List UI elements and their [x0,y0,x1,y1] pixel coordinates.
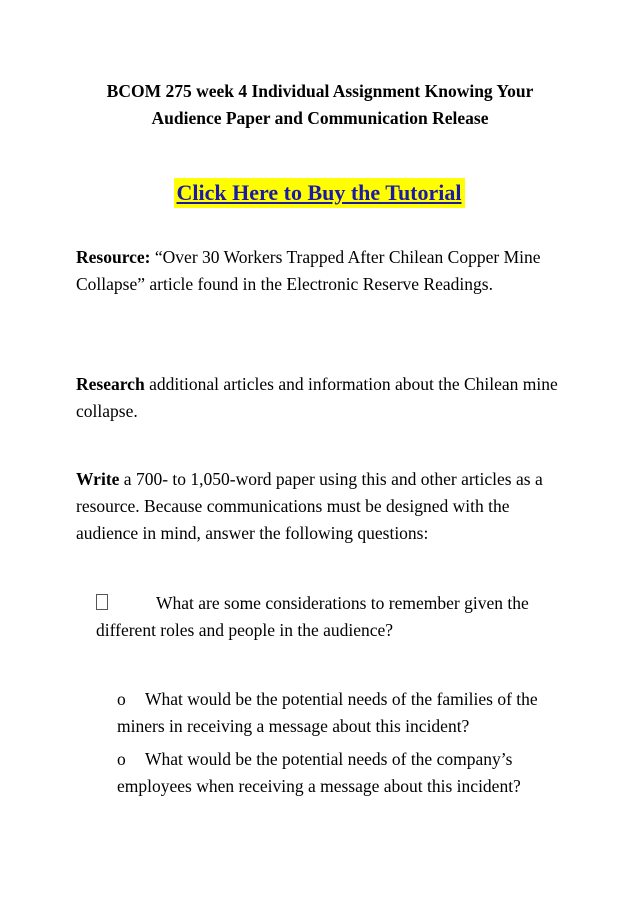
sub-item-marker: o [117,749,126,769]
buy-tutorial-link[interactable]: Click Here to Buy the Tutorial [174,178,465,208]
resource-lead: Resource: [76,247,151,267]
missing-glyph-bullet-icon [96,594,108,610]
write-lead: Write [76,469,120,489]
document-title [70,78,570,132]
write-text: a 700- to 1,050-word paper using this and other articles as a resource. Because communications must be designed with the audience in mind, answer the following questions: [76,469,543,543]
bullet-item [96,590,566,644]
sub-item-marker: o [117,689,126,709]
title-line-1: BCOM 275 week 4 Individual Assignment Knowing Your [106,81,534,101]
sub-item-text: What would be the potential needs of the company’s employees when receiving a message about this incident? [117,749,521,796]
sub-item-text: What would be the potential needs of the families of the miners in receiving a message about this incident? [117,689,538,736]
sub-list-item [117,746,577,800]
resource-paragraph [76,244,576,298]
sub-list-item [117,686,577,740]
research-paragraph [76,371,576,425]
title-line-2: Audience Paper and Communication Release [151,108,489,128]
research-text: additional articles and information about the Chilean mine collapse. [76,374,558,421]
buy-link-container [0,178,638,208]
resource-text: “Over 30 Workers Trapped After Chilean Copper Mine Collapse” article found in the Electronic Reserve Readings. [76,247,541,294]
research-lead: Research [76,374,145,394]
write-paragraph [76,466,576,547]
bullet-text: What are some considerations to remember given the different roles and people in the audience? [96,593,529,640]
